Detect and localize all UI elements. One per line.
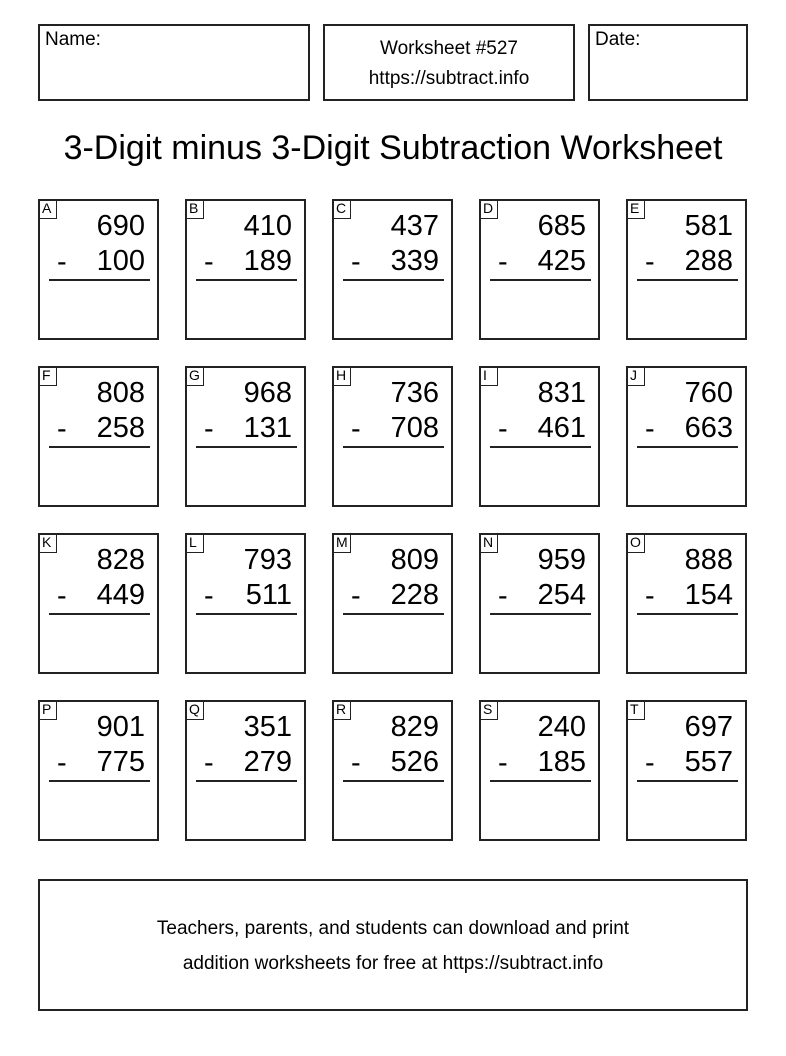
problem-letter: B [185, 199, 204, 219]
subtrahend: 526 [390, 746, 439, 778]
minus-sign: - [57, 413, 67, 445]
minus-sign: - [645, 747, 655, 779]
worksheet-info-box [323, 24, 575, 101]
answer-line [490, 613, 591, 615]
minuend: 240 [537, 711, 586, 743]
minus-sign: - [204, 413, 214, 445]
subtrahend: 185 [537, 746, 586, 778]
minuend: 831 [537, 377, 586, 409]
problem-letter: F [38, 366, 57, 386]
answer-line [490, 279, 591, 281]
subtrahend: 100 [96, 245, 145, 277]
minuend: 959 [537, 544, 586, 576]
answer-line [637, 613, 738, 615]
minus-sign: - [351, 413, 361, 445]
minuend: 736 [390, 377, 439, 409]
minuend: 437 [390, 210, 439, 242]
problem-box [185, 533, 306, 674]
problem-box [332, 199, 453, 340]
problem-box [332, 366, 453, 507]
minus-sign: - [645, 413, 655, 445]
problem-letter: Q [185, 700, 204, 720]
problem-box [332, 700, 453, 841]
problem-letter: K [38, 533, 57, 553]
subtrahend: 775 [96, 746, 145, 778]
subtrahend: 131 [243, 412, 292, 444]
subtrahend: 663 [684, 412, 733, 444]
subtrahend: 228 [390, 579, 439, 611]
subtrahend: 339 [390, 245, 439, 277]
problem-box [626, 700, 747, 841]
worksheet-number: Worksheet #527 [379, 38, 518, 59]
subtrahend: 189 [243, 245, 292, 277]
answer-line [196, 446, 297, 448]
minuend: 793 [243, 544, 292, 576]
answer-line [343, 780, 444, 782]
subtrahend: 425 [537, 245, 586, 277]
minuend: 760 [684, 377, 733, 409]
minuend: 581 [684, 210, 733, 242]
minus-sign: - [351, 246, 361, 278]
minus-sign: - [204, 747, 214, 779]
minus-sign: - [498, 246, 508, 278]
problem-letter: A [38, 199, 57, 219]
problem-box [479, 700, 600, 841]
subtrahend: 708 [390, 412, 439, 444]
problem-box [626, 366, 747, 507]
answer-line [49, 446, 150, 448]
problem-box [332, 533, 453, 674]
problem-letter: O [626, 533, 645, 553]
minuend: 351 [243, 711, 292, 743]
footer-box [38, 879, 748, 1011]
answer-line [490, 446, 591, 448]
problem-box [38, 366, 159, 507]
answer-line [637, 446, 738, 448]
minus-sign: - [498, 747, 508, 779]
minus-sign: - [204, 246, 214, 278]
answer-line [343, 279, 444, 281]
answer-line [196, 780, 297, 782]
problem-box [38, 700, 159, 841]
subtrahend: 461 [537, 412, 586, 444]
problem-letter: D [479, 199, 498, 219]
minus-sign: - [204, 580, 214, 612]
problem-box [185, 199, 306, 340]
subtrahend: 154 [684, 579, 733, 611]
minuend: 828 [96, 544, 145, 576]
answer-line [343, 446, 444, 448]
problem-letter: J [626, 366, 645, 386]
problem-box [626, 199, 747, 340]
problem-box [38, 533, 159, 674]
problem-letter: N [479, 533, 498, 553]
name-label: Name: [45, 29, 101, 50]
minuend: 690 [96, 210, 145, 242]
problem-letter: C [332, 199, 351, 219]
answer-line [49, 279, 150, 281]
problem-letter: T [626, 700, 645, 720]
problem-box [38, 199, 159, 340]
problem-box [185, 700, 306, 841]
problem-letter: E [626, 199, 645, 219]
minuend: 809 [390, 544, 439, 576]
subtrahend: 511 [245, 579, 292, 611]
problem-box [479, 366, 600, 507]
answer-line [49, 613, 150, 615]
subtrahend: 449 [96, 579, 145, 611]
answer-line [490, 780, 591, 782]
minuend: 808 [96, 377, 145, 409]
problem-letter: G [185, 366, 204, 386]
minus-sign: - [351, 580, 361, 612]
minus-sign: - [57, 747, 67, 779]
subtrahend: 557 [684, 746, 733, 778]
minuend: 697 [684, 711, 733, 743]
answer-line [637, 780, 738, 782]
problem-letter: H [332, 366, 351, 386]
problem-letter: I [479, 366, 498, 386]
name-field [38, 24, 310, 101]
problem-box [185, 366, 306, 507]
problem-letter: S [479, 700, 498, 720]
minuend: 901 [96, 711, 145, 743]
page-title: 3-Digit minus 3-Digit Subtraction Worksheet [63, 129, 723, 167]
worksheet-url: https://subtract.info [368, 68, 530, 89]
answer-line [637, 279, 738, 281]
minus-sign: - [498, 580, 508, 612]
subtrahend: 254 [537, 579, 586, 611]
answer-line [49, 780, 150, 782]
minuend: 685 [537, 210, 586, 242]
subtrahend: 288 [684, 245, 733, 277]
minus-sign: - [57, 580, 67, 612]
footer-line-1: Teachers, parents, and students can download and print [156, 918, 630, 939]
problem-letter: M [332, 533, 351, 553]
problem-letter: P [38, 700, 57, 720]
answer-line [196, 613, 297, 615]
answer-line [343, 613, 444, 615]
minuend: 829 [390, 711, 439, 743]
problem-letter: L [185, 533, 204, 553]
minus-sign: - [645, 580, 655, 612]
minus-sign: - [351, 747, 361, 779]
minuend: 968 [243, 377, 292, 409]
minus-sign: - [645, 246, 655, 278]
subtrahend: 279 [243, 746, 292, 778]
minuend: 410 [243, 210, 292, 242]
minuend: 888 [684, 544, 733, 576]
minus-sign: - [498, 413, 508, 445]
problem-box [479, 533, 600, 674]
problem-letter: R [332, 700, 351, 720]
minus-sign: - [57, 246, 67, 278]
date-field [588, 24, 748, 101]
answer-line [196, 279, 297, 281]
problem-box [479, 199, 600, 340]
problem-box [626, 533, 747, 674]
date-label: Date: [595, 29, 641, 50]
subtrahend: 258 [96, 412, 145, 444]
footer-line-2: addition worksheets for free at https://subtract.info [182, 953, 604, 974]
